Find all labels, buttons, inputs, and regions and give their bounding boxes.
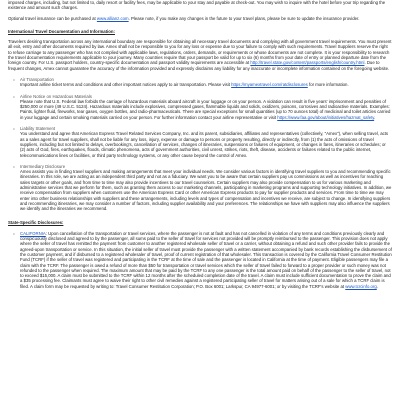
section-hazardous-materials [8, 94, 392, 120]
faa-hazmat-link[interactable]: https://www.faa.gov/about/initiatives/hazmat_safety [277, 114, 375, 120]
item-text-before: Please note that U.S. Federal law forbids the carriage of hazardous materials aboard aircraft in your luggage or on your person. A violation can result in five years' imprisonment and penalties of $250,000 or more (49 U.S.C. 5124). Hazardous materials include explosives, compressed gases, flammable liquids and solids, oxidizers, poisons, corrosives and radioactive materials. Examples: Paints, lighter fluid, fireworks, tear gases, oxygen bottles, and radio-pharmaceuticals. There are special exceptions for small quantities (up to 70 ounces total) of medicinal and toilet articles carried in your luggage and certain smoking materials carried on your person. For further information contact your airline representative or visit [20, 98, 391, 120]
item-title: Airline Notice on Hazardous Materials [20, 93, 92, 99]
item-title: Intermediary Disclosure [20, 163, 66, 169]
bullet-icon: • [13, 230, 15, 236]
bullet-icon: • [13, 163, 15, 169]
california-text-after: . [376, 283, 378, 289]
item-title: Air Transportation [20, 76, 54, 82]
insurance-link[interactable]: www.allianz.com [96, 15, 129, 21]
tcrf-website-link[interactable]: www.tcrcinfo.org [345, 283, 377, 289]
insurance-text-before: Optional travel insurance can be purchased at [8, 15, 96, 21]
item-title: Liability Statement [20, 126, 56, 132]
california-text [20, 231, 392, 289]
bullet-icon: • [13, 126, 15, 132]
item-text-after: . [374, 114, 376, 120]
state-heading: State-Specific Disclosures: [8, 219, 64, 225]
passport-requirements-link[interactable]: http://travel.state.gov/content/passports/english/country.html [250, 60, 365, 66]
intl-text-after: . Due to frequent changes, Amex cannot guarantee the accuracy of the information provided and expressly disclaims any liability for any inaccurate or incomplete information contained on the foregoing website. [8, 60, 390, 71]
insurance-text-after: . Please note, if you make any changes in the future to your travel plans, please be sure to update the insurance provider. [128, 15, 360, 21]
item-text [20, 99, 392, 120]
item-text: Amex assists you in finding travel suppliers and making arrangements that meet your individual needs. We consider various factors in identifying travel suppliers to you and recommending specific itineraries. In this role, we are acting as an independent third party and not as a fiduciary. We want you to be aware that certain suppliers pay us commissions as well as incentives for reaching sales targets or other goals, and from time to time may also provide incentives to our travel counselors. Certain suppliers may also provide compensation to us for various marketing and administrative services that we perform for them, such as granting them access to our marketing channels, participating in marketing programs and supporting technology initiatives. In addition, we receive compensation from suppliers when customers use the American Express Card or other American Express products to pay for supplier products and services. From time to time we may enter into other business relationships with suppliers and these arrangements, including levels and types of compensation and incentives we receive, are subject to change. In identifying suppliers and recommending itineraries, we may consider a number of factors, including supplier availability and your preferences. The relationships we have with suppliers may also influence the suppliers we identify and the itineraries we recommend. [20, 169, 392, 212]
bullet-icon: • [13, 93, 15, 99]
intl-text-before: Travelers desiring transportation across any international boundary are responsible for obtaining all necessary travel documents and complying with all government travel requirements. You must present all exit, entry and other documents required by law. Amex shall not be responsible to you for any loss or expense due to your failure to comply with such requirements. Travel Suppliers reserve the right to refuse carriage to any passenger who has not complied with applicable laws, regulations, orders, demands, or requirements or whose documents are not complete. It is your responsibility to research the travel documentation requirements applicable to your journey. Many countries require that your passport be valid for up to six (6) months from your date of entry or planned departure date from the foreign country. For U.S. passport holders, country-specific documentation and passport validity requirements are accessible at [8, 39, 392, 66]
intl-paragraph [8, 39, 392, 71]
bullet-icon: • [13, 76, 15, 82]
section-liability-statement [8, 126, 392, 158]
intro-resort-fees: imposed charges, including, but not limited to, daily resort or facility fees, may be applicable to your stay and payable at check-out. You may wish to inquire with the hotel before your trip regarding the existence and amount such charges. [8, 0, 386, 11]
section-intermediary-disclosure [8, 164, 392, 212]
california-text-before: : Upon cancellation of the transportation or travel services, where the passenger is not at fault and has not cancelled in violation of any terms and conditions previously clearly and conspicuously disclosed and agreed to by the passenger, all sums paid to the seller of travel for services not provided will be promptly reimbursed to the passenger. This provision does not apply where the seller of travel has remitted the payment from customer to another registered wholesale seller of travel or a carrier, without obtaining a refund and such other provider fails to provide the agreed-upon transportation or service. In this situation, the initial seller of travel must provide the passenger with a written statement accompanied by bank records establishing the disbursement of the customer payment, and if disbursed to a registered wholesaler of travel, proof of current registration of that wholesaler. This transaction is covered by the California Travel Consumer Restitution Fund (TCRF) if the seller of travel was registered and participating in the TCRF at the time of sale and the passenger is located in California at the time of payment. Eligible passengers may file a claim with the TCRF. The passenger is owed a refund of more than $50 for transportation or travel services which the seller of travel failed to forward to a proper provider or such money was not refunded to the passenger when required. The maximum amount that may be paid by the TCRF to any one passenger is the total amount paid on behalf of the passenger to the seller of travel, not to exceed $15,000. A claim must be submitted to the TCRF within 12 months after the scheduled completion date of the travel. A claim must include sufficient documentation to prove the claim and a $35 processing fee. Claimants must agree to waive their right to other civil remedies against a registered participating seller of travel for matters arising out of a sale for which a TCRF claim is filed. A claim form may be requested by writing to: Travel Consumer Restitution Corporation; P.O. Box 6001; Larkspur, CA 94977-6001; or by visiting the TCRF's website at [20, 230, 392, 289]
section-air-transportation [8, 77, 392, 88]
item-text [20, 82, 392, 87]
section-california [8, 231, 392, 289]
intl-heading: International Travel Documentation and Information: [8, 28, 115, 34]
rat-disclosures-link[interactable]: https://myamextravel.com/ratdisclosures [231, 82, 308, 88]
intro-insurance [8, 16, 392, 21]
item-text-before: Important airline ticket terms and conditions and other important notices apply to air transportation. Please visit [20, 82, 230, 88]
california-label: CALIFORNIA [20, 230, 46, 236]
item-text-after: for more information. [309, 82, 349, 88]
item-text: You understand and agree that American Express Travel Related Services Company, Inc. and its parent, subsidiaries, affiliates and representatives (collectively, "Amex"), when selling travel, acts as a sales agent for travel suppliers, shall not be liable for any loss, injury, expense or damage to persons or property resulting, directly or indirectly, from (1) the acts of omissions of travel suppliers, including but not limited to delays, overbooking's, cancellation of services, changes of itineraries, suspensions or failures of equipment, or changes in fares, itineraries or schedules; or (2) acts of God, fires, earthquakes, floods, climatic phenomena, acts of government authorities, civil unrest, strikes, riots, theft, disease, accidents or failures related to the public internet, telecommunications lines or facilities, or third party technology systems, or any other cause beyond the control of Amex. [20, 131, 389, 158]
